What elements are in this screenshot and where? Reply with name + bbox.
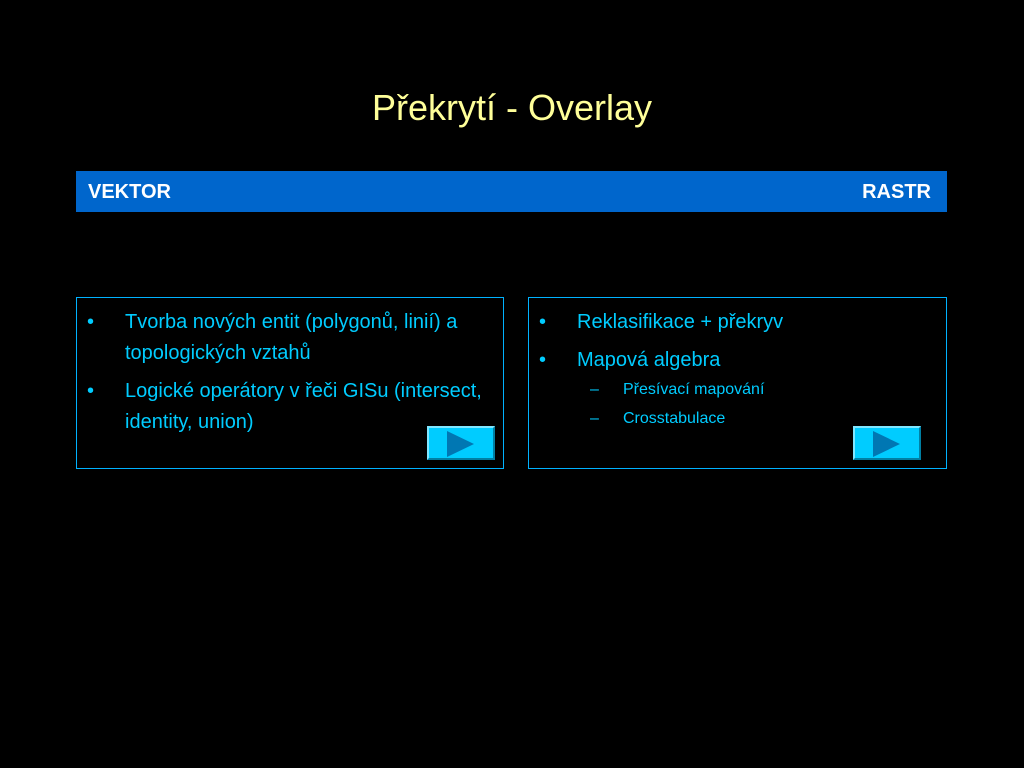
dash-marker: – [590,381,599,398]
vector-bullet-item [77,307,503,369]
raster-sub-bullet-text: Přesívací mapování [623,381,765,398]
raster-bullet-list [529,307,946,436]
play-icon [873,431,901,457]
raster-sub-bullet-list [529,378,946,431]
vector-bullet-text: Tvorba nových entit (polygonů, linií) a topologických vztahů [125,311,458,364]
raster-bullet-item [529,307,946,338]
play-icon [447,431,475,457]
raster-bullet-item [529,345,946,376]
bullet-marker: • [539,311,547,333]
slide-title: Překrytí - Overlay [371,87,653,128]
header-vektor-label: VEKTOR [88,181,171,203]
header-rastr-label: RASTR [862,181,931,203]
bullet-marker: • [87,380,95,402]
header-bar [76,171,947,212]
vector-bullet-text: Logické operátory v řeči GISu (intersect, identity, union) [125,380,482,433]
raster-play-button[interactable] [853,426,921,460]
vector-bullet-list [77,307,503,445]
raster-bullet-text: Mapová algebra [577,349,721,371]
raster-sub-bullet-item [529,378,946,402]
vector-play-button[interactable] [427,426,495,460]
raster-sub-bullet-text: Crosstabulace [623,410,726,427]
vector-panel [76,297,504,469]
raster-panel [528,297,947,469]
bullet-marker: • [539,349,547,371]
raster-sub-list-wrapper [529,378,946,431]
bullet-marker: • [87,311,95,333]
raster-bullet-text: Reklasifikace + překryv [577,311,784,333]
dash-marker: – [590,410,599,427]
